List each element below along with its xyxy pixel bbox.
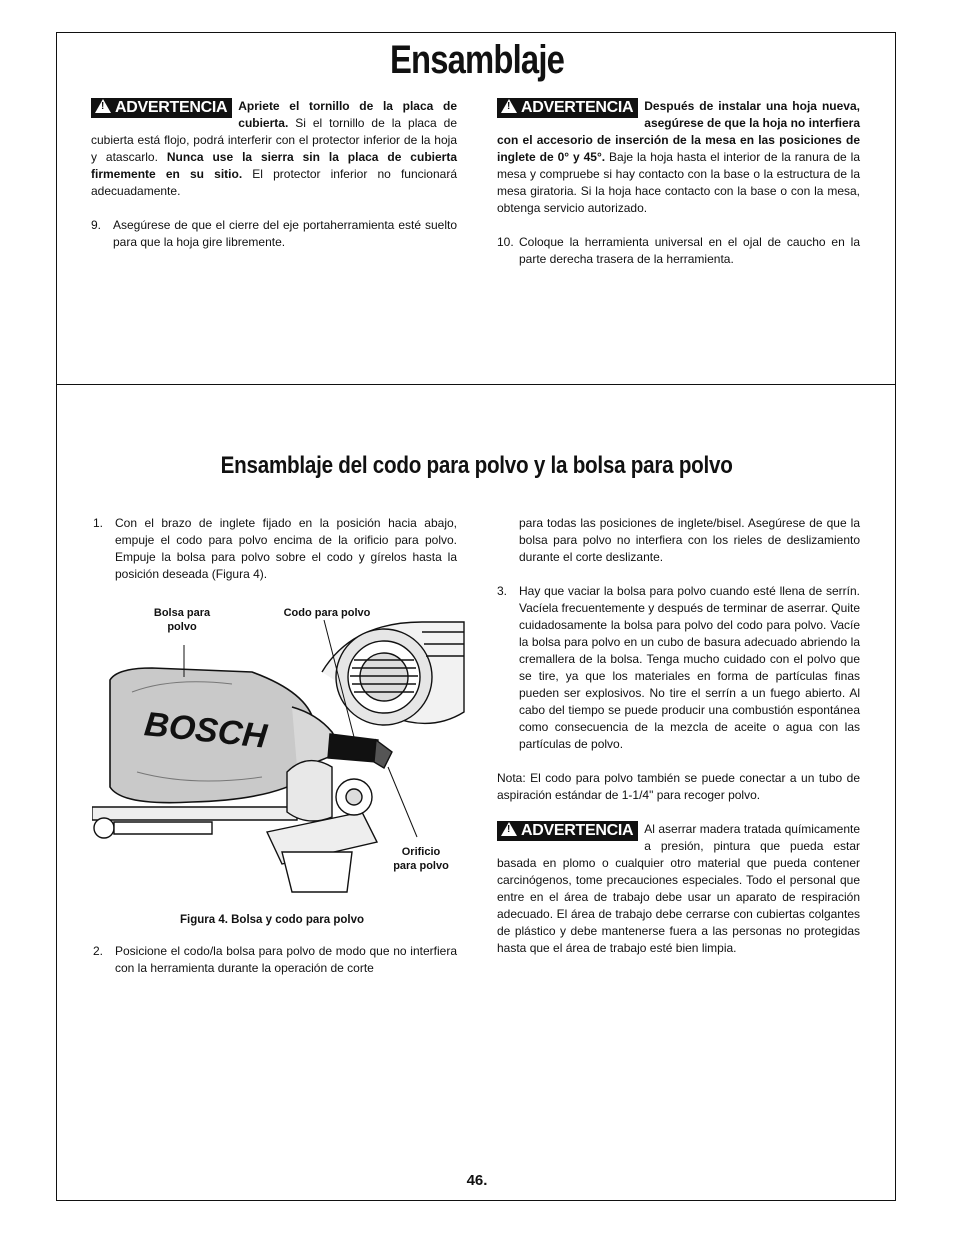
section-title: Ensamblaje del codo para polvo y la bolsa para polvo: [221, 452, 733, 479]
bottom-right-column: [497, 515, 860, 957]
top-left-column: [91, 98, 457, 251]
bosch-logo: BOSCH: [142, 705, 269, 756]
note: Nota: El codo para polvo también se puede conectar a un tubo de aspiración estándar de 1-1/4" para recoger polvo.: [497, 771, 860, 802]
warning-triangle-icon: [501, 99, 517, 113]
warning-paragraph: !ADVERTENCIA Después de instalar una hoja nueva, asegúrese de que la hoja no interfiera con el accesorio de inserción de la mesa en las posiciones de inglete de 0° y 45°. Baje la hoja hasta el interior de la ranura de la mesa y compruebe si hay contacto con la base o la estructura de la mesa giratoria. Si la hoja hace contacto con la base o con la mesa, obtenga servicio autorizado.: [497, 98, 860, 217]
top-right-column: [497, 98, 860, 268]
step-2-continued: para todas las posiciones de inglete/bisel. Asegúrese de que la bolsa para polvo no interfiera con los rieles de deslizamiento durante el corte deslizante.: [519, 516, 860, 564]
page-title: Ensamblaje: [389, 38, 565, 82]
step-1: 1. Con el brazo de inglete fijado en la posición hacia abajo, empuje el codo para polvo encima de la orificio para polvo. Empuje la bolsa para polvo sobre el codo y gírelos hasta la posición deseada (Figura 4).: [93, 516, 457, 581]
base-rail: [92, 807, 377, 892]
figure-4: [92, 602, 472, 902]
step-10: 10. Coloque la herramienta universal en el ojal de caucho en la parte derecha trasera de la herramienta.: [497, 235, 860, 266]
warning-triangle-icon: [501, 822, 517, 836]
label-bag: Bolsa para polvo: [153, 607, 211, 633]
warning-badge: !ADVERTENCIA: [91, 98, 232, 118]
step-2: 2. Posicione el codo/la bolsa para polvo de modo que no interfiera con la herramienta durante la operación de corte: [93, 944, 457, 975]
page-number: 46.: [466, 1172, 488, 1189]
motor-housing: [322, 622, 464, 725]
warning-paragraph: !ADVERTENCIA Apriete el tornillo de la placa de cubierta. Si el tornillo de la placa de cubierta está flojo, podrá interferir con el protector inferior de la hoja y atascarlo. Nunca use la sierra sin la placa de cubierta firmemente en su sitio. El protector inferior no funcionará adecuadamente.: [91, 98, 457, 200]
section-divider: [56, 384, 896, 385]
warning-paragraph: !ADVERTENCIA Al aserrar madera tratada químicamente a presión, pintura que pueda estar basada en plomo o cualquier otro material que pueda contener carcinógenos, tome precauciones especiales. Todo el personal que entre en el área de trabajo debe usar un aparato de respiración adecuado. El área de trabajo debe cerrarse con cubiertas colgantes de plástico y debe mantenerse fuera a las personas no protegidas hasta que el área de trabajo esté bien limpia.: [497, 821, 860, 957]
warning-badge: !ADVERTENCIA: [497, 821, 638, 841]
figure-caption: Figura 4. Bolsa y codo para polvo: [180, 914, 365, 926]
warning-badge: !ADVERTENCIA: [497, 98, 638, 118]
label-port: Orificio para polvo: [393, 846, 449, 872]
step-3: 3. Hay que vaciar la bolsa para polvo cuando esté llena de serrín. Vacíela frecuentemente y después de terminar de aserrar. Quite cuidadosamente la bolsa para polvo del codo para polvo. Vacíe la bolsa para polvo en un cubo de basura adecuado abriendo la cremallera de la bolsa. Tenga mucho cuidado con el polvo que se tire, ya que los materiales en forma de partículas finas pueden ser explosivos. No tire el serrín a un fuego abierto. Al cabo del tiempo se puede producir una combustión espontánea como consecuencia de la mezcla de aceite o agua con las partículas de polvo.: [497, 584, 860, 751]
bottom-left-column: [93, 515, 457, 583]
step-9: 9. Asegúrese de que el cierre del eje portaherramienta esté suelto para que la hoja gire libremente.: [91, 218, 457, 249]
bottom-left-step-2: [93, 943, 457, 977]
warning-triangle-icon: [95, 99, 111, 113]
label-elbow: Codo para polvo: [283, 607, 371, 619]
